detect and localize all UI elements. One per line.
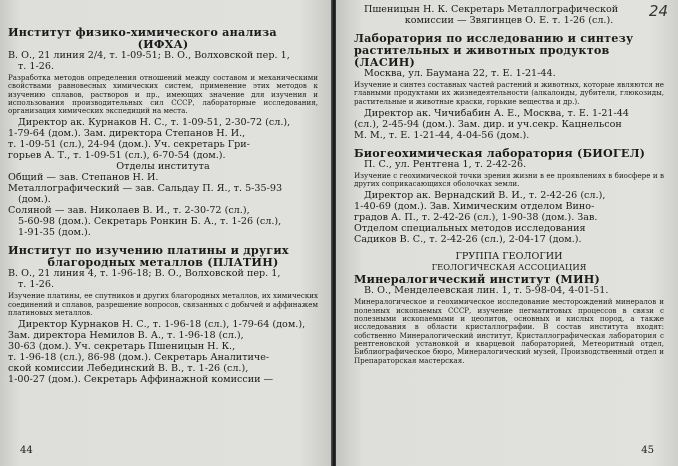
page-number-right: 45	[641, 445, 654, 456]
inst1-line4: горьев А. Т., т. 1-09-51 (сл.), 6-70-54 (дом.).	[8, 150, 226, 162]
inst1-line3: т. 1-09-51 (сл.), 24-94 (дом.). Уч. секретарь Гри-	[8, 139, 250, 151]
inst4-line5: Садиков В. С., т. 2-42-26 (сл.), 2-04-17 (дом.).	[354, 234, 582, 246]
inst2-addr2: т. 1-26.	[18, 279, 55, 291]
page-number-left: 44	[20, 445, 33, 456]
inst4-line3: градов А. П., т. 2-42-26 (сл.), 1-90-38 (дом.). Зав.	[354, 212, 598, 224]
inst2-line3: 30-63 (дом.). Уч. секретарь Пшеницын Н. К.,	[8, 341, 236, 353]
inst1-depts-heading: Отделы института	[116, 161, 210, 173]
continuation-line1: Пшеницын Н. К. Секретарь Металлографической	[364, 4, 619, 15]
group-heading: ГРУППА ГЕОЛОГИИ	[455, 251, 563, 263]
inst1-abbr: (ИФХА)	[137, 37, 189, 51]
inst4-line4: Отделом специальных методов исследования	[354, 223, 586, 235]
inst1-desc: Разработка методов определения отношений между составом и механическими свойствами равновесных химических систем, применение этих методов к изучению сплавов, растворов и пр., имеющих значение для изучения и использования производительных сил СССР, лабораторные исследования, организация химических экспедиций на места.	[8, 73, 318, 116]
inst1-dept5: 5-60-98 (дом.). Секретарь Ронкин Б. А., т. 1-26 (сл.),	[18, 216, 282, 228]
inst3-line2: (сл.), 2-45-94 (дом.). Зам. дир. и уч.секр. Кацнельсон	[354, 118, 622, 130]
inst2-title2: благородных металлов (ПЛАТИН)	[47, 255, 279, 270]
inst3-title1: Лаборатория по исследованию и синтезу	[354, 31, 634, 45]
inst2-line4: т. 1-96-18 (сл.), 86-98 (дом.). Секретарь Аналитиче-	[8, 352, 270, 364]
inst1-addr1: В. О., 21 линия 2/4, т. 1-09-51; В. О., Волховской пер. 1,	[8, 50, 290, 61]
inst3-desc: Изучение и синтез составных частей растений и животных, которые являются не главными продуктами их жизнедеятельности (алкалоиды, дубители, глюкозиды, растительные и животные краски, горькие вещества и др.).	[354, 80, 665, 106]
inst1-line1: Директор ак. Курнаков Н. С., т. 1-09-51, 2-30-72 (сл.),	[18, 117, 291, 129]
inst1-dept2: Металлографический — зав. Сальдау П. Я., т. 5-35-93	[8, 183, 283, 195]
inst3-line1: Директор ак. Чичибабин А. Е., Москва, т. Е. 1-21-44	[364, 107, 629, 119]
inst2-addr1: В. О., 21 линия 4, т. 1-96-18; В. О., Волховской пер. 1,	[8, 268, 281, 280]
inst4-line1: Директор ак. Вернадский В. И., т. 2-42-26 (сл.),	[364, 190, 606, 202]
handwritten-page-mark: 24	[648, 2, 668, 20]
inst4-desc: Изучение с геохимической точки зрения жизни в ее проявлениях в биосфере и в других соприкасающихся оболочках земли.	[354, 170, 664, 189]
inst4-title: Биогеохимическая лаборатория (БИОГЕЛ)	[354, 145, 646, 160]
inst2-title1: Институт по изучению платины и других	[8, 243, 289, 258]
association-heading: ГЕОЛОГИЧЕСКАЯ АССОЦИАЦИЯ	[431, 262, 587, 273]
inst4-line2: 1-40-69 (дом.). Зав. Химическим отделом Вино-	[354, 201, 595, 213]
inst1-title: Институт физико-химического анализа	[8, 25, 277, 39]
inst1-dept3: (дом.).	[18, 194, 51, 206]
inst2-line1: Директор Курнаков Н. С., т. 1-96-18 (сл.), 1-79-64 (дом.),	[18, 319, 306, 331]
inst5-addr: В. О., Менделеевская лин. 1, т. 5-98-04, 4-01-51.	[364, 285, 609, 297]
continuation-line2: комиссии — Звягинцев О. Е. т. 1-26 (сл.).	[404, 15, 614, 26]
inst2-desc: Изучение платины, ее спутников и других благородных металлов, их химических соединений и сплавов, разрешение вопросов, связанных с добычей и аффинажем платиновых металлов.	[8, 291, 318, 318]
inst5-title: Минералогический институт (МИН)	[354, 272, 601, 287]
inst5-desc: Минералогическое и геохимическое исследование месторождений минералов и полезных ископаемых СССР, изучение пегматитовых процессов в связи с полезными ископаемыми и цеолитов, основных и кислых пород, а также исследования в области кристаллографии. В состав института входят: собственно Минералогический институт, Кристаллографическая лаборатория с рентгеновской установкой и кварцевой лабораторией, Метеоритный отдел, Библиографическое бюро, Минералогический музей, Производственный отдел и Препараторская мастерская.	[354, 297, 664, 365]
left-page	[0, 0, 332, 466]
inst3-line3: М. М., т. Е. 1-21-44, 4-04-56 (дом.).	[354, 129, 530, 141]
inst3-abbr: (ЛАСИН)	[354, 55, 416, 69]
inst2-line5: ской комиссии Лебединский В. В., т. 1-26 (сл.),	[8, 363, 249, 375]
inst2-line2: Зам. директора Немилов В. А., т. 1-96-18 (сл.),	[8, 330, 244, 342]
inst4-addr: П. С., ул. Рентгена 1, т. 2-42-26.	[364, 158, 527, 170]
inst1-line2: 1-79-64 (дом.). Зам. директора Степанов Н. И.,	[8, 128, 246, 140]
inst2-line6: 1-00-27 (дом.). Секретарь Аффинажной комиссии —	[8, 374, 274, 386]
inst1-addr2: т. 1-26.	[18, 61, 55, 72]
inst1-dept6: 1-91-35 (дом.).	[18, 227, 91, 239]
inst3-title2: растительных и животных продуктов	[354, 43, 610, 57]
right-page	[336, 0, 678, 466]
inst1-dept4: Соляной — зав. Николаев В. И., т. 2-30-72 (сл.),	[8, 205, 250, 217]
inst1-dept1: Общий — зав. Степанов Н. И.	[8, 172, 159, 184]
inst3-addr: Москва, ул. Баумана 22, т. Е. 1-21-44.	[364, 68, 556, 79]
